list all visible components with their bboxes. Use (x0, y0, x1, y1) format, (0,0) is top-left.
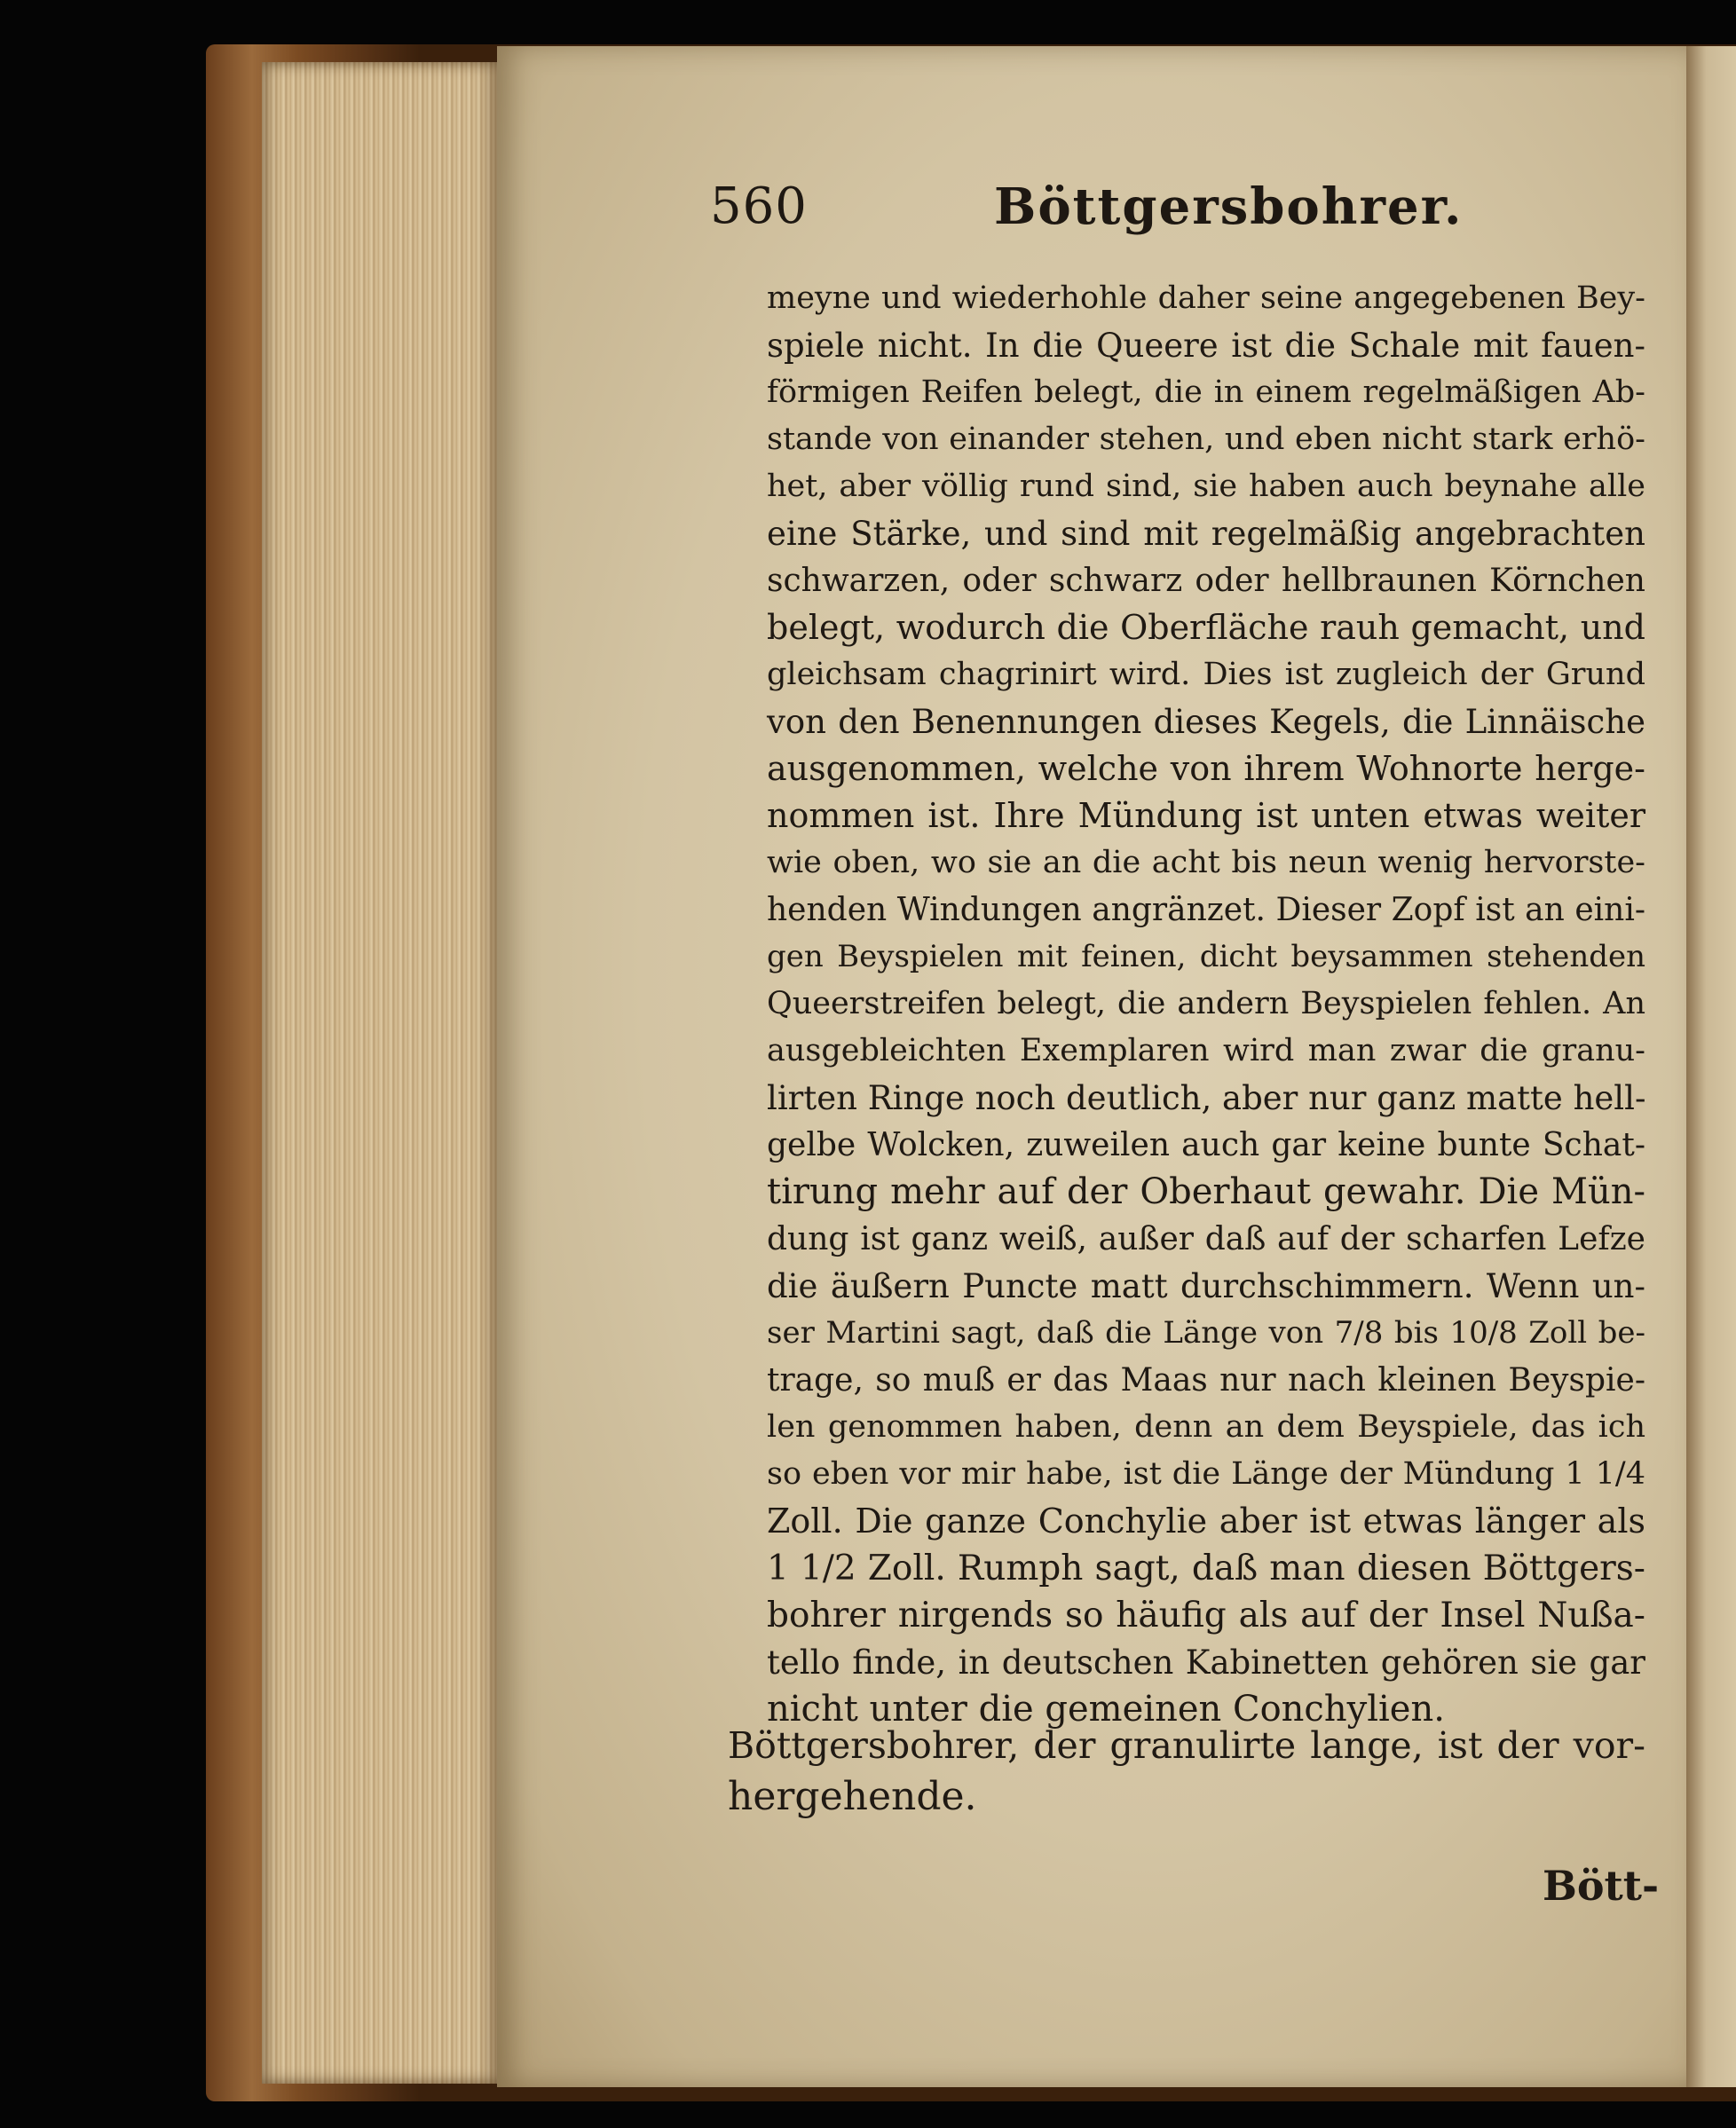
entry-line: Böttgersbohrer, der granulirte lange, ist der vor- (728, 1724, 1645, 1767)
text-line: wie oben, wo sie an die acht bis neun wenig hervorste- (767, 845, 1645, 880)
text-line: lirten Ringe noch deutlich, aber nur ganz matte hell- (767, 1079, 1646, 1117)
text-line: Queerstreifen belegt, die andern Beyspielen fehlen. An (767, 986, 1645, 1021)
text-line: 1 1/2 Zoll. Rumph sagt, daß man diesen Böttgers- (767, 1549, 1645, 1588)
text-line: stande von einander stehen, und eben nicht stark erhö- (767, 422, 1645, 457)
text-line: trage, so muß er das Maas nur nach kleinen Beyspie- (767, 1362, 1645, 1399)
page-number: 560 (710, 177, 808, 235)
text-line: nommen ist. Ihre Mündung ist unten etwas weiter (767, 796, 1645, 835)
text-line: bohrer nirgends so häufig als auf der Insel Nußa- (767, 1596, 1645, 1635)
body-text (767, 275, 1645, 1733)
text-line: gleichsam chagrinirt wird. Dies ist zugleich der Grund (767, 657, 1645, 692)
text-line: schwarzen, oder schwarz oder hellbraunen Körnchen (767, 563, 1645, 599)
text-line: von den Benennungen dieses Kegels, die Linnäische (767, 703, 1645, 741)
text-line: len genommen haben, denn an dem Beyspiele, das ich (767, 1409, 1645, 1445)
text-line: förmigen Reifen belegt, die in einem regelmäßigen Ab- (767, 374, 1645, 410)
text-line: nicht unter die gemeinen Conchylien. (767, 1689, 1445, 1730)
text-line: dung ist ganz weiß, außer daß auf der scharfen Lefze (767, 1221, 1645, 1257)
text-line: gen Beyspielen mit feinen, dicht beysammen stehenden (767, 939, 1645, 974)
text-line: ausgebleichten Exemplaren wird man zwar die granu- (767, 1033, 1645, 1068)
page-header (710, 177, 1651, 248)
text-line: tello finde, in deutschen Kabinetten gehören sie gar (767, 1643, 1645, 1682)
text-line: gelbe Wolcken, zuweilen auch gar keine bunte Schat- (767, 1127, 1645, 1163)
page-edges (262, 62, 501, 2084)
text-line: spiele nicht. In die Queere ist die Schale mit fauen- (767, 327, 1645, 365)
catchword: Bött- (1543, 1862, 1660, 1910)
text-line: tirung mehr auf der Oberhaut gewahr. Die Mün- (767, 1171, 1645, 1212)
dictionary-entry (728, 1720, 1645, 1823)
text-line: Zoll. Die ganze Conchylie aber ist etwas länger als (767, 1501, 1645, 1541)
text-line: meyne und wiederhohle daher seine angegebenen Bey- (767, 280, 1645, 316)
text-line: ser Martini sagt, daß die Länge von 7/8 bis 10/8 Zoll be- (767, 1315, 1645, 1351)
text-line: het, aber völlig rund sind, sie haben auch beynahe alle (767, 469, 1645, 504)
facing-page-edge (1686, 46, 1736, 2087)
text-line: henden Windungen angränzet. Dieser Zopf ist an eini- (767, 892, 1645, 928)
text-line: die äußern Puncte matt durchschimmern. Wenn un- (767, 1267, 1645, 1305)
text-line: belegt, wodurch die Oberfläche rauh gemacht, und (767, 608, 1645, 647)
entry-line: hergehende. (728, 1774, 977, 1819)
text-line: ausgenommen, welche von ihrem Wohnorte herge- (767, 749, 1645, 788)
text-line: so eben vor mir habe, ist die Länge der Mündung 1 1/4 (767, 1456, 1645, 1492)
text-line: eine Stärke, und sind mit regelmäßig angebrachten (767, 515, 1645, 553)
running-title: Böttgersbohrer. (994, 177, 1464, 236)
